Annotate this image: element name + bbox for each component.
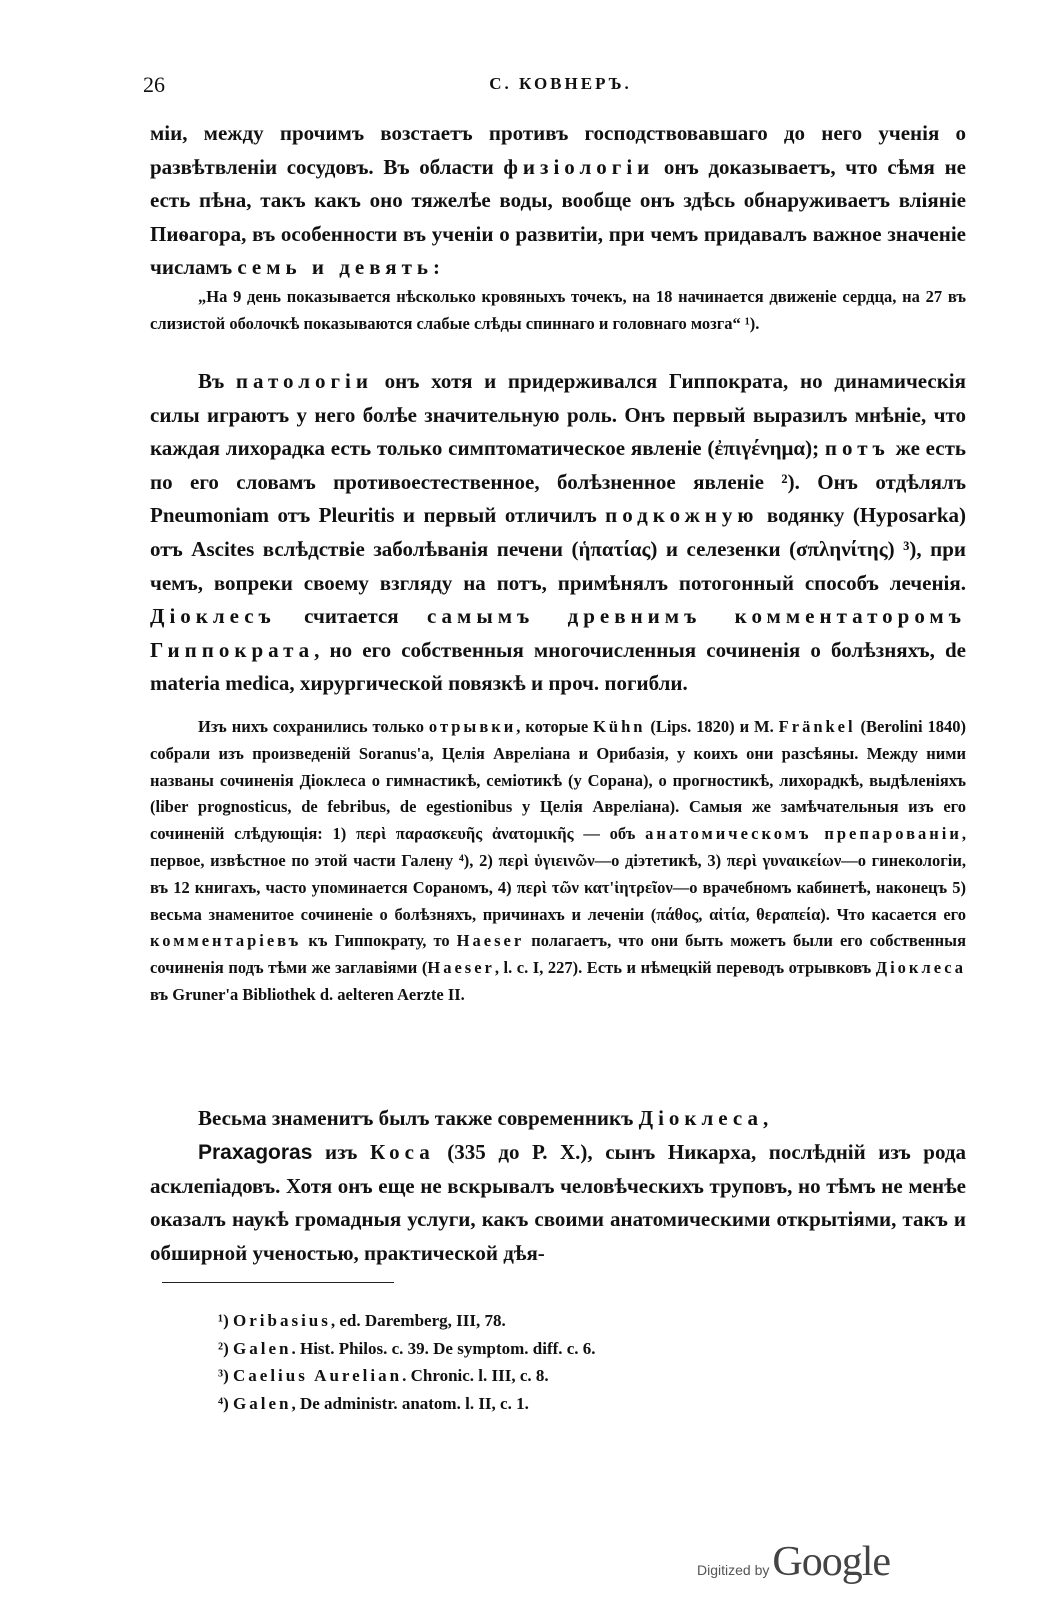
spaced-term: потъ	[824, 436, 890, 461]
paragraph-physiology: міи, между прочимъ возстаетъ противъ господствовавшаго до него ученія о развѣтвленіи сосудовъ. Въ области физіологіи онъ доказываетъ, что сѣмя не есть пѣна, такъ какъ оно тяжелѣе воды, вообще онъ здѣсь обнаруживаетъ вліяніе Пиѳагора, въ особенности въ ученіи о развитіи, при чемъ придавалъ важное значеніе числамъ семь и девять:	[150, 121, 966, 280]
spaced-term: Діоклеса	[638, 1106, 763, 1130]
footnote: ⁴) Galen, De administr. anatom. l. II, c. 1.	[218, 1393, 529, 1413]
spaced-term: Діоклеса	[875, 958, 966, 978]
spaced-term: Haeser	[456, 931, 525, 951]
paragraph-praxagoras: Praxagoras изъ Коса (335 до Р. Х.), сынъ Никарха, послѣдній изъ рода асклепіадовъ. Хотя онъ еще не вскрывалъ человѣческихъ труповъ, но тѣмъ не менѣе оказалъ наукѣ громадныя услуги, какъ своими анатомическими открытіями, такъ и обширной ученостью, практической дѣя-	[150, 1140, 966, 1265]
spaced-term: семь и девять	[237, 255, 434, 280]
spaced-term: патологіи	[235, 369, 373, 393]
paragraph-contemporary: Весьма знаменитъ былъ также современникъ Діоклеса,	[198, 1106, 769, 1130]
person-name: Praxagoras	[198, 1141, 313, 1164]
footnote: ²) Galen. Hist. Philos. c. 39. De symptom. diff. c. 6.	[218, 1338, 596, 1358]
spaced-term: отрывки	[428, 717, 517, 736]
spaced-term: подкожную	[605, 503, 759, 528]
google-logo: Google	[772, 1539, 891, 1585]
quote-block: „На 9 день показывается нѣсколько кровяныхъ точекъ, на 18 начинается движеніе сердца, на 27 въ слизистой оболочкѣ показываются слабые слѣды спиннаго и головнаго мозга“ ¹).	[150, 287, 966, 333]
spaced-term: самымъ древнимъ комментаторомъ Гиппократа	[150, 604, 966, 662]
spaced-term: Коса	[369, 1140, 435, 1164]
spaced-term: анатомическомъ препарованіи	[645, 824, 962, 844]
spaced-term: Fränkel	[778, 717, 856, 736]
spaced-term: Kühn	[593, 717, 646, 736]
paragraph-pathology: Въ патологіи онъ хотя и придерживался Гиппократа, но динамическія силы играютъ у него болѣе значительную роль. Онъ первый выразилъ мнѣніе, что каждая лихорадка есть только симптоматическое явленіе (ἐπιγένημα); потъ же есть по его словамъ противоестественное, болѣзненное явленіе ²). Онъ отдѣлялъ Pneumoniam отъ Pleuritis и первый отличилъ подкожную водянку (Hyposarka) отъ Ascites вслѣдствіе заболѣванія печени (ἡπατίας) и селезенки (σπληνίτης) ³), при чемъ, вопреки своему взгляду на потъ, примѣнялъ потогонный способъ леченія. Діоклесъ считается самымъ древнимъ комментаторомъ Гиппократа, но его собственныя многочисленныя сочиненія о болѣзняхъ, de materia medica, хирургической повязкѣ и проч. погибли.	[150, 369, 967, 696]
spaced-term: комментаріевъ	[150, 931, 302, 951]
footnote: ¹) Oribasius, ed. Daremberg, III, 78.	[218, 1311, 506, 1330]
spaced-term: физіологіи	[503, 154, 655, 179]
page-number: 26	[143, 72, 165, 97]
page-header	[143, 72, 978, 102]
watermark-prefix: Digitized by	[697, 1562, 770, 1578]
small-print-paragraph: Изъ нихъ сохранились только отрывки, которые Kühn (Lips. 1820) и M. Fränkel (Berolini 1840) собрали изъ произведеній Soranus'а, Целія Авреліана и Орибазія, у коихъ они разсѣяны. Между ними названы сочиненія Діоклеса о гимнастикѣ, семіотикѣ (у Сорана), о прогностикѣ, лихорадкѣ, выдѣленіяхъ (liber prognosticus, de febribus, de egestionibus у Целія Авреліана). Самыя же замѣчательныя изъ его сочиненій слѣдующія: 1) περὶ παρασκευῆς ἀνατομικῆς — объ анатомическомъ препарованіи, первое, извѣстное по этой части Галену ⁴), 2) περὶ ὑγιεινῶν—о діэтетикѣ, 3) περὶ γυναικείων—о гинекологіи, въ 12 книгахъ, часто упоминается Сораномъ, 4) περὶ τῶν κατ'ἰητρεῖον—о врачебномъ кабинетѣ, наконецъ 5) весьма знаменитое сочиненіе о болѣзняхъ, причинахъ и леченіи (πάθος, αἰτία, θεραπεία). Что касается его комментаріевъ къ Гиппократу, то Haeser полагаетъ, что они быть можетъ были его собственныя сочиненія подъ тѣми же заглавіями (Haeser, l. c. I, 227). Есть и нѣмецкій переводъ отрывковъ Діоклеса въ Gruner'a Bibliothek d. aelteren Aerzte II.	[150, 717, 966, 1004]
footnote: ³) Caelius Aurelian. Chronic. l. III, c. 8.	[218, 1366, 549, 1386]
spaced-term: Haeser	[427, 958, 495, 978]
running-head: С. КОВНЕРЪ.	[489, 74, 632, 93]
footnote-divider	[162, 1282, 394, 1283]
footnotes	[218, 1307, 596, 1417]
spaced-term: Діоклесъ	[150, 604, 276, 629]
digitized-watermark	[697, 1538, 890, 1586]
